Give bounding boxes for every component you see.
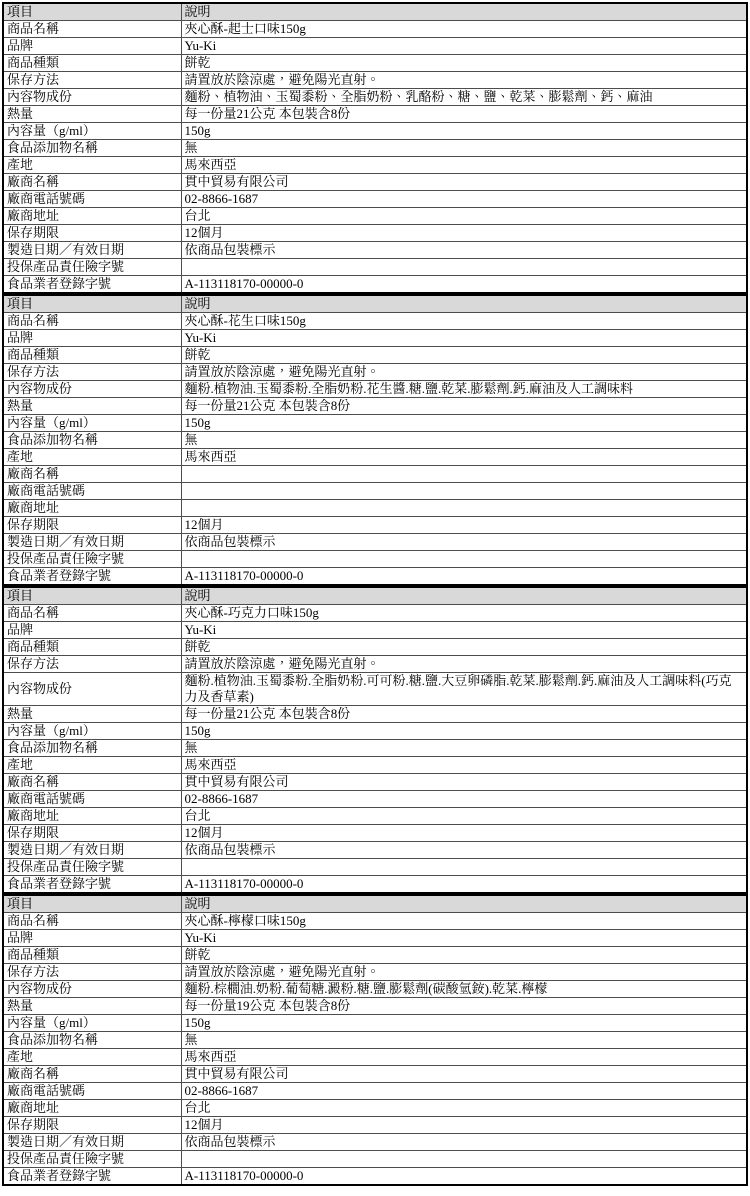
spec-row-label: 品牌 bbox=[3, 930, 181, 947]
spec-row bbox=[3, 1168, 747, 1186]
spec-row bbox=[3, 673, 747, 706]
spec-row-value: 餅乾 bbox=[181, 947, 747, 964]
spec-row bbox=[3, 225, 747, 242]
spec-row-value: 02-8866-1687 bbox=[181, 791, 747, 808]
spec-row-label: 熱量 bbox=[3, 706, 181, 723]
spec-header-item: 項目 bbox=[3, 295, 181, 313]
spec-row-label: 食品業者登錄字號 bbox=[3, 276, 181, 294]
spec-row bbox=[3, 123, 747, 140]
spec-row-label: 製造日期／有效日期 bbox=[3, 242, 181, 259]
spec-row-value: 餅乾 bbox=[181, 55, 747, 72]
spec-row-value: 無 bbox=[181, 1032, 747, 1049]
spec-row bbox=[3, 208, 747, 225]
spec-row-value: 每一份量19公克 本包裝含8份 bbox=[181, 998, 747, 1015]
spec-row-value bbox=[181, 466, 747, 483]
spec-row bbox=[3, 622, 747, 639]
spec-row-value: 麵粉.植物油.玉蜀黍粉.全脂奶粉.可可粉.糖.鹽.大豆卵磷脂.乾菜.膨鬆劑.鈣.麻油及人工調味料(巧克力及香草素) bbox=[181, 673, 747, 706]
spec-row-value: 麵粉、植物油、玉蜀黍粉、全脂奶粉、乳酪粉、糖、鹽、乾菜、膨鬆劑、鈣、麻油 bbox=[181, 89, 747, 106]
spec-row-label: 廠商名稱 bbox=[3, 174, 181, 191]
spec-row-label: 熱量 bbox=[3, 998, 181, 1015]
spec-row-value: 馬來西亞 bbox=[181, 1049, 747, 1066]
spec-row-value: 夾心酥-檸檬口味150g bbox=[181, 913, 747, 930]
spec-row-value: Yu-Ki bbox=[181, 930, 747, 947]
spec-row-label: 內容量（g/ml） bbox=[3, 123, 181, 140]
spec-row-value: 02-8866-1687 bbox=[181, 1083, 747, 1100]
spec-row-label: 內容量（g/ml） bbox=[3, 723, 181, 740]
spec-header-item: 項目 bbox=[3, 587, 181, 605]
spec-row-value: 夾心酥-花生口味150g bbox=[181, 313, 747, 330]
spec-row-value: 每一份量21公克 本包裝含8份 bbox=[181, 706, 747, 723]
spec-row-label: 食品添加物名稱 bbox=[3, 432, 181, 449]
spec-row bbox=[3, 1049, 747, 1066]
spec-row bbox=[3, 483, 747, 500]
spec-row-label: 食品業者登錄字號 bbox=[3, 568, 181, 586]
spec-header-row bbox=[3, 895, 747, 913]
spec-row-label: 產地 bbox=[3, 757, 181, 774]
spec-row-value: 12個月 bbox=[181, 225, 747, 242]
spec-row-label: 商品名稱 bbox=[3, 913, 181, 930]
spec-row bbox=[3, 1083, 747, 1100]
spec-row bbox=[3, 1015, 747, 1032]
spec-row-label: 保存期限 bbox=[3, 1117, 181, 1134]
spec-row-label: 保存期限 bbox=[3, 825, 181, 842]
spec-row-value: 餅乾 bbox=[181, 347, 747, 364]
spec-row-label: 熱量 bbox=[3, 106, 181, 123]
spec-row-value: A-113118170-00000-0 bbox=[181, 1168, 747, 1186]
spec-header-desc: 說明 bbox=[181, 587, 747, 605]
spec-row bbox=[3, 106, 747, 123]
spec-row bbox=[3, 55, 747, 72]
spec-row-value: 依商品包裝標示 bbox=[181, 534, 747, 551]
spec-row-label: 食品添加物名稱 bbox=[3, 140, 181, 157]
spec-row bbox=[3, 791, 747, 808]
spec-row-value: 每一份量21公克 本包裝含8份 bbox=[181, 106, 747, 123]
spec-row bbox=[3, 981, 747, 998]
spec-row-value bbox=[181, 500, 747, 517]
spec-row bbox=[3, 1032, 747, 1049]
spec-row-label: 製造日期／有效日期 bbox=[3, 534, 181, 551]
spec-row-value: 馬來西亞 bbox=[181, 757, 747, 774]
spec-row-value: 02-8866-1687 bbox=[181, 191, 747, 208]
spec-row-label: 食品添加物名稱 bbox=[3, 740, 181, 757]
spec-row bbox=[3, 449, 747, 466]
spec-row-value: 台北 bbox=[181, 208, 747, 225]
spec-row bbox=[3, 774, 747, 791]
spec-row-value: 請置放於陰涼處，避免陽光直射。 bbox=[181, 964, 747, 981]
spec-row bbox=[3, 534, 747, 551]
spec-row bbox=[3, 1134, 747, 1151]
spec-header-item: 項目 bbox=[3, 895, 181, 913]
spec-header-row bbox=[3, 3, 747, 21]
spec-row-value: 無 bbox=[181, 740, 747, 757]
spec-row-label: 廠商電話號碼 bbox=[3, 1083, 181, 1100]
spec-row-value: 貫中貿易有限公司 bbox=[181, 174, 747, 191]
product-spec-tables bbox=[2, 2, 748, 1186]
spec-row bbox=[3, 415, 747, 432]
spec-row-value bbox=[181, 1151, 747, 1168]
spec-row-value: Yu-Ki bbox=[181, 38, 747, 55]
spec-row-value: 無 bbox=[181, 432, 747, 449]
spec-row bbox=[3, 1100, 747, 1117]
spec-row bbox=[3, 723, 747, 740]
spec-row-label: 產地 bbox=[3, 157, 181, 174]
spec-row-value: 12個月 bbox=[181, 517, 747, 534]
spec-row-label: 品牌 bbox=[3, 330, 181, 347]
spec-row-value: 12個月 bbox=[181, 825, 747, 842]
spec-row-value: 依商品包裝標示 bbox=[181, 1134, 747, 1151]
spec-row-label: 製造日期／有效日期 bbox=[3, 1134, 181, 1151]
spec-row-label: 製造日期／有效日期 bbox=[3, 842, 181, 859]
spec-row-label: 投保產品責任險字號 bbox=[3, 551, 181, 568]
spec-row-label: 產地 bbox=[3, 449, 181, 466]
spec-row-label: 保存期限 bbox=[3, 225, 181, 242]
spec-row bbox=[3, 242, 747, 259]
spec-row bbox=[3, 191, 747, 208]
spec-row-label: 食品添加物名稱 bbox=[3, 1032, 181, 1049]
spec-row bbox=[3, 21, 747, 38]
spec-row-value: 台北 bbox=[181, 808, 747, 825]
spec-row bbox=[3, 859, 747, 876]
spec-row bbox=[3, 740, 747, 757]
spec-row-value: 夾心酥-起士口味150g bbox=[181, 21, 747, 38]
spec-row-value: 12個月 bbox=[181, 1117, 747, 1134]
spec-row-label: 品牌 bbox=[3, 622, 181, 639]
spec-row bbox=[3, 38, 747, 55]
spec-row bbox=[3, 398, 747, 415]
spec-header-desc: 說明 bbox=[181, 895, 747, 913]
spec-row-label: 商品種類 bbox=[3, 947, 181, 964]
spec-row bbox=[3, 1117, 747, 1134]
spec-row-value: Yu-Ki bbox=[181, 330, 747, 347]
spec-header-item: 項目 bbox=[3, 3, 181, 21]
spec-row-value bbox=[181, 259, 747, 276]
spec-row-value: 依商品包裝標示 bbox=[181, 242, 747, 259]
spec-row bbox=[3, 381, 747, 398]
spec-row-value: 貫中貿易有限公司 bbox=[181, 1066, 747, 1083]
spec-row-label: 食品業者登錄字號 bbox=[3, 1168, 181, 1186]
spec-row bbox=[3, 964, 747, 981]
spec-table bbox=[2, 586, 748, 894]
spec-row bbox=[3, 259, 747, 276]
spec-row-label: 廠商地址 bbox=[3, 208, 181, 225]
spec-row-label: 商品名稱 bbox=[3, 313, 181, 330]
spec-row-label: 品牌 bbox=[3, 38, 181, 55]
spec-row-label: 保存方法 bbox=[3, 964, 181, 981]
spec-row bbox=[3, 998, 747, 1015]
spec-row-value: 150g bbox=[181, 723, 747, 740]
spec-row-label: 商品種類 bbox=[3, 639, 181, 656]
spec-row-value: 150g bbox=[181, 1015, 747, 1032]
spec-row bbox=[3, 140, 747, 157]
spec-row-label: 內容物成份 bbox=[3, 673, 181, 706]
spec-row-label: 內容物成份 bbox=[3, 981, 181, 998]
spec-table bbox=[2, 294, 748, 586]
spec-row-label: 廠商地址 bbox=[3, 1100, 181, 1117]
spec-row bbox=[3, 876, 747, 894]
spec-row-label: 商品名稱 bbox=[3, 605, 181, 622]
spec-row-value: 請置放於陰涼處，避免陽光直射。 bbox=[181, 364, 747, 381]
spec-row-label: 保存方法 bbox=[3, 72, 181, 89]
spec-row bbox=[3, 842, 747, 859]
spec-row bbox=[3, 656, 747, 673]
spec-row-label: 內容物成份 bbox=[3, 89, 181, 106]
spec-row-value: 馬來西亞 bbox=[181, 449, 747, 466]
spec-row bbox=[3, 517, 747, 534]
spec-row bbox=[3, 72, 747, 89]
spec-row-label: 廠商電話號碼 bbox=[3, 191, 181, 208]
spec-row-label: 廠商名稱 bbox=[3, 466, 181, 483]
spec-row-label: 廠商名稱 bbox=[3, 774, 181, 791]
spec-row bbox=[3, 313, 747, 330]
spec-row bbox=[3, 757, 747, 774]
spec-row bbox=[3, 605, 747, 622]
spec-row-value: 依商品包裝標示 bbox=[181, 842, 747, 859]
spec-row-label: 廠商電話號碼 bbox=[3, 791, 181, 808]
spec-row-value: 夾心酥-巧克力口味150g bbox=[181, 605, 747, 622]
spec-row bbox=[3, 330, 747, 347]
spec-row-label: 食品業者登錄字號 bbox=[3, 876, 181, 894]
spec-row-label: 廠商電話號碼 bbox=[3, 483, 181, 500]
spec-header-row bbox=[3, 295, 747, 313]
spec-header-desc: 說明 bbox=[181, 295, 747, 313]
spec-row bbox=[3, 432, 747, 449]
spec-row-value: 請置放於陰涼處，避免陽光直射。 bbox=[181, 72, 747, 89]
spec-table bbox=[2, 894, 748, 1186]
spec-row-value: 150g bbox=[181, 415, 747, 432]
spec-row-value: 麵粉.棕櫚油.奶粉.葡萄糖.澱粉.糖.鹽.膨鬆劑(碳酸氫銨).乾菜.檸檬 bbox=[181, 981, 747, 998]
spec-row bbox=[3, 808, 747, 825]
spec-row bbox=[3, 276, 747, 294]
spec-row-label: 廠商名稱 bbox=[3, 1066, 181, 1083]
spec-row-value: Yu-Ki bbox=[181, 622, 747, 639]
spec-row-value: 每一份量21公克 本包裝含8份 bbox=[181, 398, 747, 415]
spec-row bbox=[3, 947, 747, 964]
spec-row-value bbox=[181, 483, 747, 500]
spec-row bbox=[3, 347, 747, 364]
spec-row-label: 商品種類 bbox=[3, 347, 181, 364]
spec-row bbox=[3, 174, 747, 191]
spec-header-row bbox=[3, 587, 747, 605]
spec-row-value: 麵粉.植物油.玉蜀黍粉.全脂奶粉.花生醬.糖.鹽.乾菜.膨鬆劑.鈣.麻油及人工調味料 bbox=[181, 381, 747, 398]
spec-row-label: 產地 bbox=[3, 1049, 181, 1066]
spec-row-value: 請置放於陰涼處，避免陽光直射。 bbox=[181, 656, 747, 673]
spec-row-value: 餅乾 bbox=[181, 639, 747, 656]
spec-row bbox=[3, 466, 747, 483]
spec-row bbox=[3, 364, 747, 381]
spec-row bbox=[3, 89, 747, 106]
spec-row-value: 150g bbox=[181, 123, 747, 140]
spec-row bbox=[3, 706, 747, 723]
spec-row-label: 保存方法 bbox=[3, 364, 181, 381]
spec-row bbox=[3, 500, 747, 517]
spec-row-label: 商品種類 bbox=[3, 55, 181, 72]
spec-row-value: A-113118170-00000-0 bbox=[181, 568, 747, 586]
spec-row-label: 內容物成份 bbox=[3, 381, 181, 398]
spec-row-value: 無 bbox=[181, 140, 747, 157]
spec-header-desc: 說明 bbox=[181, 3, 747, 21]
spec-row-value: A-113118170-00000-0 bbox=[181, 876, 747, 894]
spec-row-label: 內容量（g/ml） bbox=[3, 1015, 181, 1032]
spec-row-label: 廠商地址 bbox=[3, 500, 181, 517]
spec-row-label: 廠商地址 bbox=[3, 808, 181, 825]
spec-row-label: 保存期限 bbox=[3, 517, 181, 534]
spec-row-value: 台北 bbox=[181, 1100, 747, 1117]
spec-row bbox=[3, 639, 747, 656]
spec-row-label: 內容量（g/ml） bbox=[3, 415, 181, 432]
spec-row bbox=[3, 1151, 747, 1168]
spec-row bbox=[3, 930, 747, 947]
spec-row-label: 熱量 bbox=[3, 398, 181, 415]
spec-row-value: A-113118170-00000-0 bbox=[181, 276, 747, 294]
spec-row-label: 保存方法 bbox=[3, 656, 181, 673]
spec-row-value bbox=[181, 551, 747, 568]
spec-row bbox=[3, 551, 747, 568]
spec-row-value bbox=[181, 859, 747, 876]
spec-row bbox=[3, 1066, 747, 1083]
spec-row-value: 馬來西亞 bbox=[181, 157, 747, 174]
spec-row-label: 投保產品責任險字號 bbox=[3, 859, 181, 876]
spec-table bbox=[2, 2, 748, 294]
spec-row bbox=[3, 568, 747, 586]
spec-row-label: 商品名稱 bbox=[3, 21, 181, 38]
spec-row bbox=[3, 157, 747, 174]
spec-row bbox=[3, 913, 747, 930]
spec-row-label: 投保產品責任險字號 bbox=[3, 259, 181, 276]
spec-row bbox=[3, 825, 747, 842]
spec-row-value: 貫中貿易有限公司 bbox=[181, 774, 747, 791]
spec-row-label: 投保產品責任險字號 bbox=[3, 1151, 181, 1168]
